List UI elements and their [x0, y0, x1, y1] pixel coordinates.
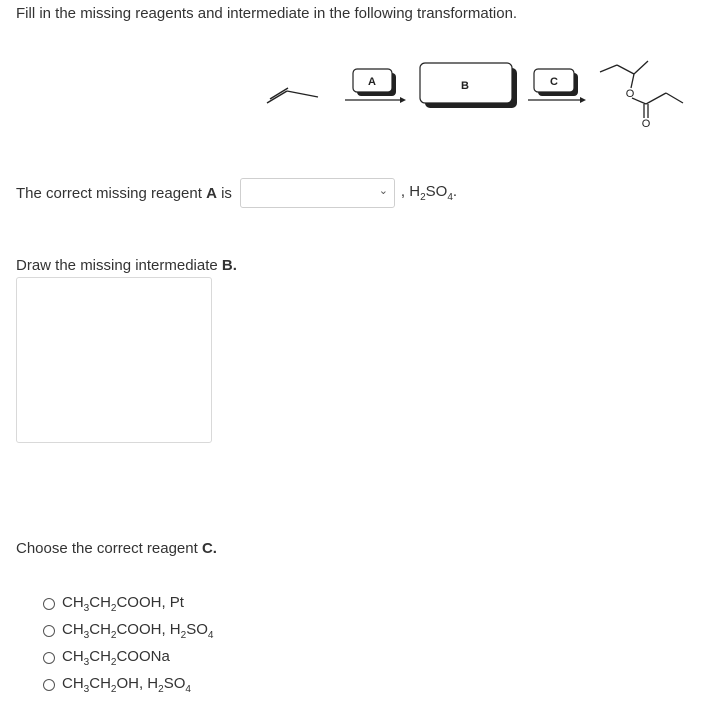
reaction-arrow-1	[345, 97, 406, 103]
reaction-arrow-2	[528, 97, 586, 103]
ether-oxygen: O	[625, 88, 635, 100]
option-4[interactable]	[43, 671, 213, 698]
label-a: A	[368, 76, 376, 88]
question-a	[16, 178, 457, 208]
propene-structure	[267, 88, 318, 103]
option-1-label: $CH_3CH_2COOH$, Pt	[62, 593, 184, 614]
radio-button[interactable]	[43, 679, 55, 691]
reagent-c-options	[43, 590, 213, 698]
carbonyl-oxygen: O	[641, 118, 651, 130]
label-b: B	[461, 80, 469, 92]
radio-button[interactable]	[43, 652, 55, 664]
question-b-label: Draw the missing intermediate B.	[16, 257, 237, 274]
question-a-label: The correct missing reagent A is	[16, 184, 232, 202]
drawing-canvas-b[interactable]	[16, 277, 212, 443]
box-c	[534, 69, 578, 96]
product-structure	[600, 61, 683, 118]
radio-button[interactable]	[43, 598, 55, 610]
reagent-a-dropdown[interactable]	[240, 178, 395, 208]
radio-button[interactable]	[43, 625, 55, 637]
box-b	[420, 63, 517, 108]
reagent-a-suffix: , $H_2SO_4$.	[400, 183, 458, 203]
option-2-label: $CH_3CH_2COOH$, $H_2SO_4$	[62, 620, 214, 641]
question-c-label: Choose the correct reagent C.	[16, 540, 217, 557]
box-a	[353, 69, 396, 96]
reaction-scheme	[0, 0, 714, 160]
option-1[interactable]	[43, 590, 213, 617]
option-3-label: $CH_3CH_2COONa$	[62, 647, 170, 668]
question-prompt: Fill in the missing reagents and intermediate in the following transformation.	[16, 5, 518, 22]
chevron-down-icon: ⌄	[378, 185, 388, 197]
option-2[interactable]	[43, 617, 213, 644]
option-4-label: $CH_3CH_2OH$, $H_2SO_4$	[62, 674, 191, 695]
label-c: C	[550, 76, 558, 88]
option-3[interactable]	[43, 644, 213, 671]
